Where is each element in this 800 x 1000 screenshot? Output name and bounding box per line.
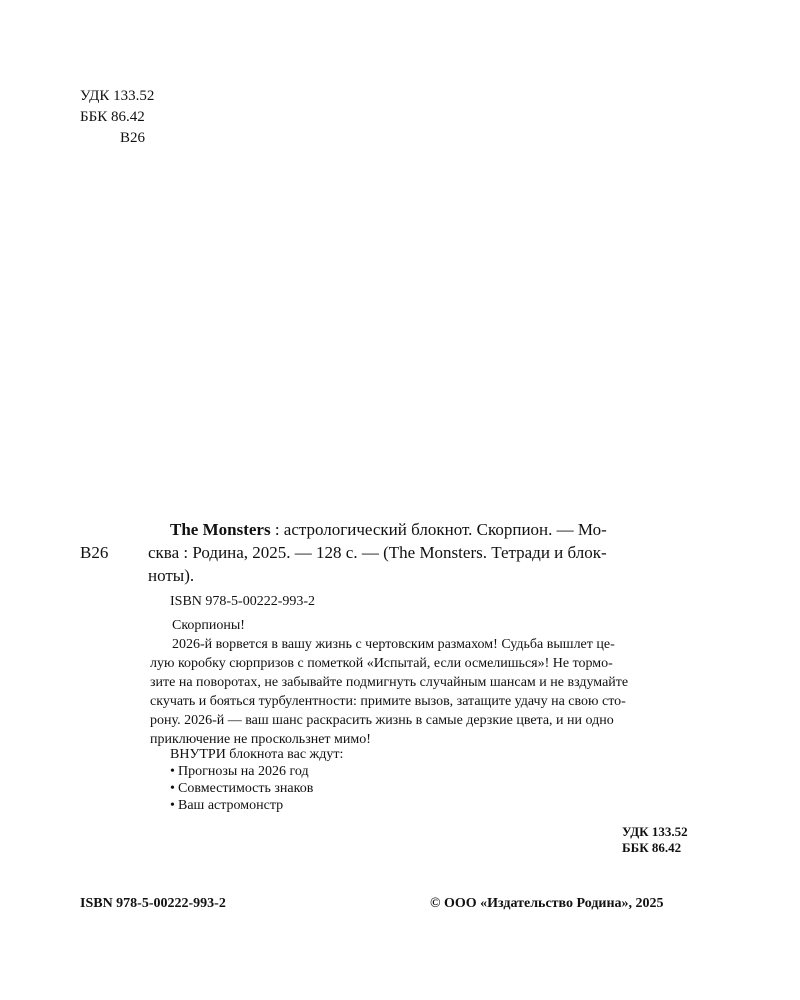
bullet-icon: • xyxy=(170,764,175,779)
footer-copyright: © ООО «Издательство Родина», 2025 xyxy=(430,896,664,911)
annotation-greeting: Скорпионы! xyxy=(172,618,245,633)
annotation-line: 2026-й ворвется в вашу жизнь с чертовским размахом! Судьба вышлет це- xyxy=(172,637,615,652)
bullet-icon: • xyxy=(170,781,175,796)
contents-heading: ВНУТРИ блокнота вас ждут: xyxy=(170,747,344,762)
footer-isbn: ISBN 978-5-00222-993-2 xyxy=(80,896,226,911)
bib-line-3: ноты). xyxy=(148,566,195,585)
bullet-icon: • xyxy=(170,798,175,813)
list-item: • Совместимость знаков xyxy=(170,781,314,796)
udk-code: УДК 133.52 xyxy=(80,88,155,104)
annotation-line: зите на поворотах, не забывайте подмигнуть случайным шансам и не вздумайте xyxy=(150,675,629,690)
bibliographic-description xyxy=(148,518,692,587)
annotation-line: приключение не проскользнет мимо! xyxy=(150,732,371,747)
classification-codes-bottom xyxy=(560,824,692,856)
contents-items xyxy=(170,763,343,814)
classification-codes-top xyxy=(80,86,154,149)
book-title: The Monsters xyxy=(170,520,271,539)
annotation xyxy=(150,616,695,749)
annotation-line: скучать и бояться турбулентности: примите вызов, затащите удачу на свою сто- xyxy=(150,694,626,709)
annotation-line: лую коробку сюрпризов с пометкой «Испытай, если осмелишься»! Не тормо- xyxy=(150,656,613,671)
bbk-code-bottom: ББК 86.42 xyxy=(622,840,682,855)
isbn-inline: ISBN 978-5-00222-993-2 xyxy=(170,594,316,609)
list-item: • Ваш астромонстр xyxy=(170,798,284,813)
bib-line-1-rest: : астрологический блокнот. Скорпион. — Мо- xyxy=(270,520,607,539)
author-mark: В26 xyxy=(120,130,146,146)
bib-line-1 xyxy=(170,518,692,541)
bib-line-2: сква : Родина, 2025. — 128 с. — (The Monsters. Тетради и блок- xyxy=(148,543,607,562)
udk-code-bottom: УДК 133.52 xyxy=(622,824,688,839)
annotation-line: рону. 2026-й — ваш шанс раскрасить жизнь в самые дерзкие цвета, и ни одно xyxy=(150,713,614,728)
contents-list xyxy=(170,746,343,814)
side-author-mark: В26 xyxy=(80,543,109,562)
list-item: • Прогнозы на 2026 год xyxy=(170,764,309,779)
bbk-code: ББК 86.42 xyxy=(80,109,145,125)
